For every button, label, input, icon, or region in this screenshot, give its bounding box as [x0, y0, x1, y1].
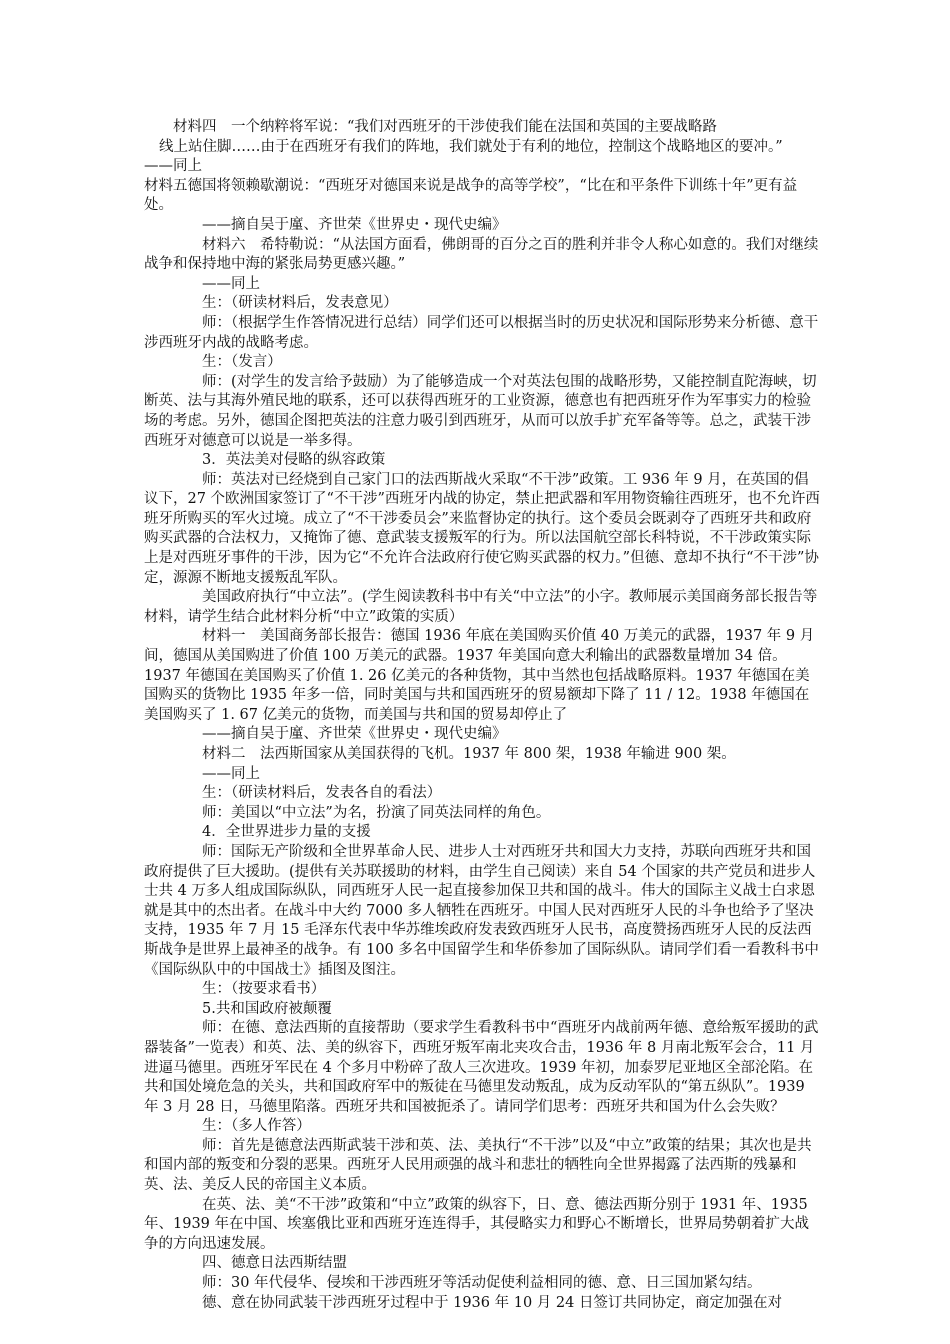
paragraph: 材料六 希特勒说：“从法国方面看，佛朗哥的百分之百的胜利并非令人称心如意的。我们对继续战争和保持地中海的紧张局势更感兴趣。” — [144, 236, 819, 273]
citation: ——同上 — [202, 765, 260, 782]
section-heading: 4．全世界进步力量的支援 — [202, 824, 371, 841]
citation: ——同上 — [202, 275, 260, 292]
teacher-line: 师：国际无产阶级和全世界革命人民、进步人士对西班牙共和国大力支持，苏联向西班牙共和国政府提供了巨大援助。(提供有关苏联援助的材料，由学生自己阅读）来自 54 个国家的共产党员和进步人士共 4 万多人组成国际纵队，同西班牙人民一起直接参加保卫共和国的战斗。伟大的国际主义战士白求恩就是其中的杰出者。在战斗中大约 7000 多人牺牲在西班牙。中国人民对西班牙人民的斗争也给予了坚决支持，1935 年 7 月 15 毛泽东代表中华苏维埃政府发表致西班牙人民书，高度赞扬西班牙人民的反法西斯战争是世界上最神圣的战争。有 100 多名中国留学生和华侨参加了国际纵队。请同学们看一看教科书中《国际纵队中的中国战士》插图及图注。 — [144, 843, 819, 978]
paragraph: 材料二 法西斯国家从美国获得的飞机。1937 年 800 架，1938 年输进 900 架。 — [202, 746, 736, 762]
teacher-line: 师：30 年代侵华、侵埃和干涉西班牙等活动促使利益相同的德、意、日三国加紧勾结。 — [202, 1275, 762, 1292]
teacher-line: 师：（根据学生作答情况进行总结）同学们还可以根据当时的历史状况和国际形势来分析德、意干涉西班牙内战的战略考虑。 — [144, 314, 819, 351]
teacher-line: 师：英法对已经烧到自己家门口的法西斯战火采取“不干涉”政策。工 936 年 9 月，在英国的倡议下，27 个欧洲国家签订了“不干涉”西班牙内战的协定，禁止把武器和军用物资输往西班牙，也不允许西班牙所购买的军火过境。成立了“不干涉委员会”来监督协定的执行。这个委员会既剥夺了西班牙共和政府购买武器的合法权力，又掩饰了德、意武装支援叛军的行为。所以法国航空部长科特说，不干涉政策实际上是对西班牙事件的干涉，因为它“不允许合法政府行使它购买武器的权力。”但德、意却不执行“不干涉”协定，源源不断地支援叛乱军队。 — [144, 471, 820, 586]
paragraph: 线上站住脚……由于在西班牙有我们的阵地，我们就处于有利的地位，控制这个战略地区的要冲。” — [159, 138, 783, 155]
teacher-line: 师：首先是德意法西斯武装干涉和英、法、美执行“不干涉”以及“中立”政策的结果；其次也是共和国内部的叛变和分裂的恶果。西班牙人民用顽强的战斗和悲壮的牺牲向全世界揭露了法西斯的残暴和英、法、美反人民的帝国主义本质。 — [144, 1137, 812, 1194]
student-line: 生：（研读材料后，发表各自的看法） — [202, 785, 442, 802]
paragraph: 德、意在协同武装干涉西班牙过程中于 1936 年 10 月 24 日签订共同协定，商定加强在对 — [202, 1294, 782, 1311]
citation: ——同上 — [144, 158, 202, 175]
paragraph: 美国政府执行“中立法”。(学生阅读教科书中有关“中立法”的小字。教师展示美国商务部长报告等材料，请学生结合此材料分析“中立”政策的实质） — [144, 589, 818, 625]
paragraph: 在英、法、美“不干涉”政策和“中立”政策的纵容下，日、意、德法西斯分别于 1931 年、1935 年、1939 年在中国、埃塞俄比亚和西班牙连连得手，其侵略实力和野心不断增长，世界局势朝着扩大战争的方向迅速发展。 — [144, 1196, 813, 1252]
section-heading: 3．英法美对侵略的纵容政策 — [202, 452, 386, 469]
teacher-line: 师：美国以“中立法”为名，扮演了同英法同样的角色。 — [202, 804, 551, 821]
paragraph: 材料五德国将领赖歇潮说：“西班牙对德国来说是战争的高等学校”，“比在和平条件下训练十年”更有益处。 — [144, 177, 798, 214]
student-line: 生：（按要求看书） — [202, 981, 326, 998]
citation: ——摘自吴于廑、齐世荣《世界史・现代史编》 — [202, 216, 507, 233]
section-heading: 四、德意日法西斯结盟 — [202, 1255, 347, 1272]
paragraph: 材料一 美国商务部长报告：德国 1936 年底在美国购买价值 40 万美元的武器，1937 年 9 月间，德国从美国购进了价值 100 万美元的武器。1937 年美国向意大利输出的武器数量增加 34 倍。1937 年德国在美国购买了价值 1. 26 亿美元的各种货物，其中当然也包括战略原料。1937 年德国在美国购买的货物比 1935 年多一倍，同时美国与共和国西班牙的贸易额却下降了 11 / 12。1938 年德国在美国购买了 1. 67 亿美元的货物，而美国与共和国的贸易却停止了 — [144, 628, 815, 723]
teacher-line: 师：在德、意法西斯的直接帮助（要求学生看教科书中“酉班牙内战前两年德、意给叛军援助的武器装备”一览表）和英、法、美的纵容下，西班牙叛军南北夹攻合击，1936 年 8 月南北叛军会合，11 月进逼马德里。西班牙军民在 4 个多月中粉碎了敌人三次进攻。1939 年初，加泰罗尼亚地区全部沦陷。在共和国处境危急的关头，共和国政府军中的叛徒在马德里发动叛乱，成为反动军队的“第五纵队”。1939 年 3 月 28 日，马德里陷落。西班牙共和国被扼杀了。请同学们思考：西班牙共和国为什么会失败？ — [144, 1020, 819, 1115]
student-line: 生：（发言） — [202, 354, 282, 371]
section-heading: 5.共和国政府被颠覆 — [202, 1000, 332, 1017]
student-line: 生：（多人作答） — [202, 1118, 311, 1135]
paragraph: 材料四 一个纳粹将军说：“我们对西班牙的干涉使我们能在法国和英国的主要战略路 — [173, 119, 717, 135]
document-body — [144, 118, 820, 1313]
citation: ——摘自吴于廑、齐世荣《世界史・现代史编》 — [202, 726, 507, 743]
student-line: 生：（研读材料后，发表意见） — [202, 295, 398, 312]
teacher-line: 师：(对学生的发言给予鼓励）为了能够造成一个对英法包围的战略形势，又能控制直陀海峡，切断英、法与其海外殖民地的联系，还可以获得西班牙的工业资源，德意也有把西班牙作为军事实力的检验场的考虑。另外，德国企图把英法的注意力吸引到西班牙，从而可以放手扩充军备等等。总之，武装干涉西班牙对德意可以说是一举多得。 — [144, 373, 817, 449]
